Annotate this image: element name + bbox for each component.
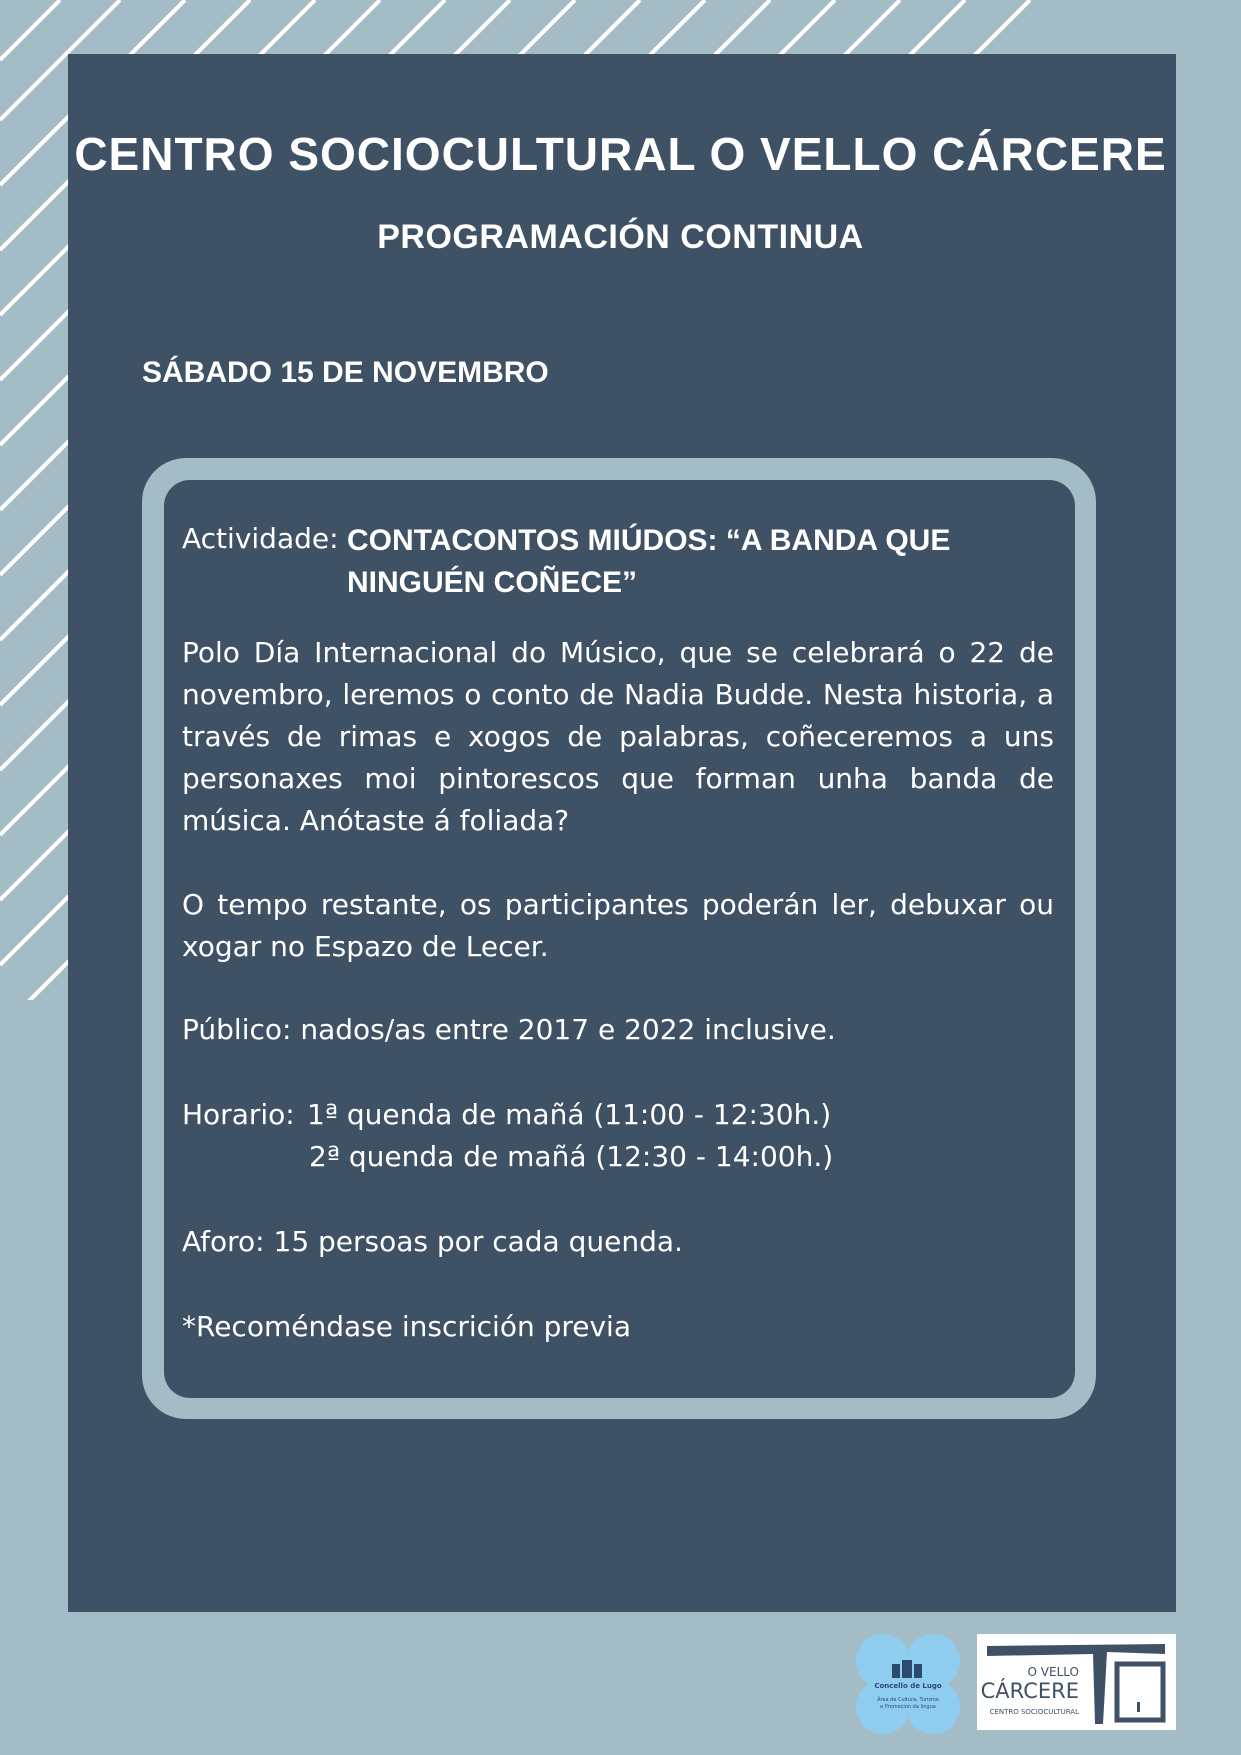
o-vello-carcere-logo <box>977 1634 1176 1730</box>
svg-text:e Promoción da lingua: e Promoción da lingua <box>880 1704 936 1710</box>
page-subtitle: PROGRAMACIÓN CONTINUA <box>377 218 864 256</box>
concello-de-lugo-logo <box>856 1634 960 1734</box>
svg-text:CÁRCERE: CÁRCERE <box>980 1679 1079 1703</box>
activity-title <box>347 520 987 604</box>
event-date: SÁBADO 15 DE NOVEMBRO <box>142 356 549 389</box>
schedule-slot-2: 2ª quenda de mañá (12:30 - 14:00h.) <box>309 1140 834 1173</box>
page-title: CENTRO SOCIOCULTURAL O VELLO CÁRCERE <box>74 128 1167 180</box>
capacity-info: Aforo: 15 persoas por cada quenda. <box>182 1225 683 1258</box>
svg-text:O VELLO: O VELLO <box>1027 1665 1079 1679</box>
activity-title-line1: CONTACONTOS MIÚDOS: “A BANDA QUE <box>347 524 951 557</box>
svg-text:CENTRO SOCIOCULTURAL: CENTRO SOCIOCULTURAL <box>989 1708 1079 1716</box>
activity-extra-info: O tempo restante, os participantes poderán ler, debuxar ou xogar no Espazo de Lecer. <box>182 888 1054 963</box>
activity-title-line2: NINGUÉN COÑECE” <box>347 566 638 599</box>
activity-label: Actividade: <box>182 522 339 555</box>
schedule-label: Horario: <box>182 1098 295 1131</box>
activity-description: Polo Día Internacional do Músico, que se celebrará o 22 de novembro, leremos o conto de Nadia Budde. Nesta historia, a través de rimas e xogos de palabras, coñeceremos a uns personaxes moi pintorescos que forman unha banda de música. Anótaste á foliada? <box>182 636 1054 837</box>
audience-info: Público: nados/as entre 2017 e 2022 inclusive. <box>182 1013 836 1046</box>
svg-text:Área de Cultura, Turismo: Área de Cultura, Turismo <box>877 1697 939 1703</box>
schedule-slot-1: 1ª quenda de mañá (11:00 - 12:30h.) <box>307 1098 832 1131</box>
registration-note: *Recoméndase inscrición previa <box>182 1310 631 1343</box>
svg-text:Concello de Lugo: Concello de Lugo <box>874 1682 942 1690</box>
